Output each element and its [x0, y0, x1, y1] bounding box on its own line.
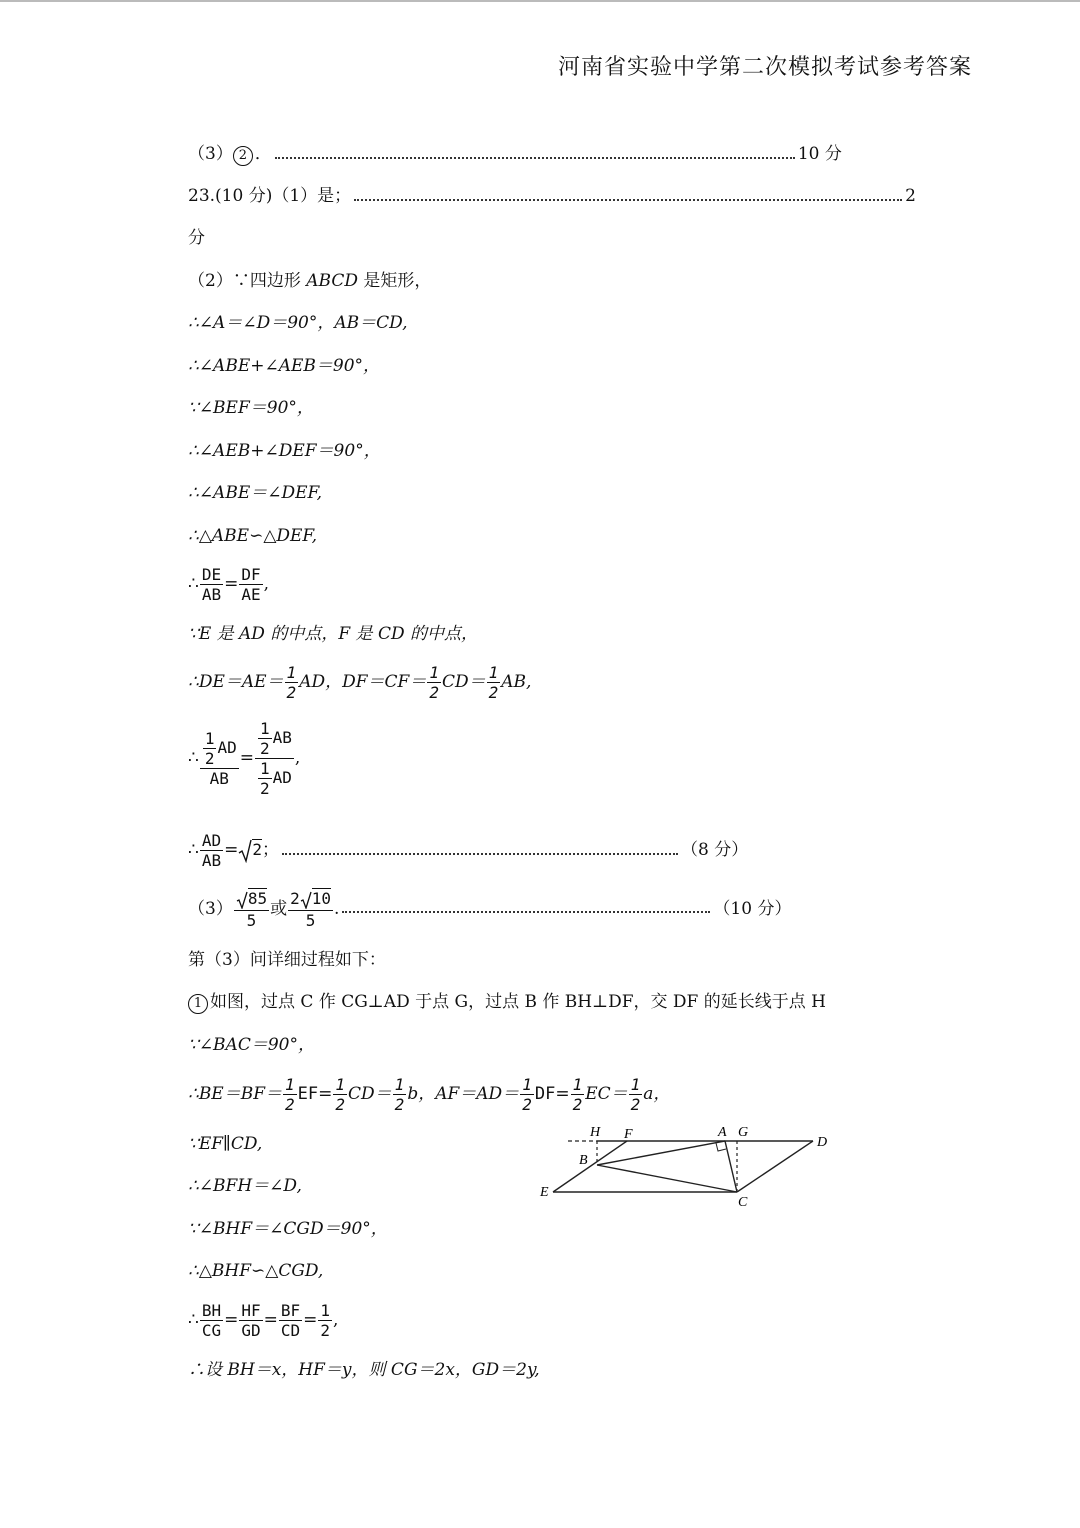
- circled-number: 2: [233, 146, 253, 166]
- fraction-sqrt10: $\frac{2 10}{5}$: [290, 889, 331, 930]
- fraction: $\frac{AD}{AB}$: [201, 831, 222, 870]
- right-angle-mark: [716, 1143, 726, 1151]
- line-score-unit: 分: [188, 228, 205, 248]
- fraction: $\frac{DF}{AE}$: [241, 565, 261, 604]
- circled-number: 1: [188, 994, 208, 1014]
- line-let-variables: ∴设 BH＝x，HF＝y，则 CG＝2x，GD＝2y,: [188, 1360, 540, 1380]
- line-construction: 1 如图，过点 C 作 CG⊥AD 于点 G，过点 B 作 BH⊥DF，交 DF 的延长线于点 H: [188, 990, 826, 1014]
- fraction-half: $\frac{1}{2}$: [394, 1075, 405, 1114]
- line-midpoints: ∵E 是 AD 的中点，F 是 CD 的中点，: [188, 624, 478, 644]
- line-ratio-result: ∴ $\frac{AD}{AB}$ = 2； （8 分）: [188, 831, 749, 870]
- line-ef-parallel-cd: ∵EF∥CD,: [188, 1134, 263, 1154]
- line-bfh-d: ∴∠BFH＝∠D,: [188, 1176, 302, 1196]
- label-h: H: [590, 1125, 601, 1140]
- fraction-half: $\frac{1}{2}$: [335, 1075, 346, 1114]
- label-d: D: [817, 1135, 828, 1150]
- fraction: $\frac{BH}{CG}$: [201, 1301, 222, 1340]
- sqrt-icon: [236, 891, 248, 909]
- line-rectangle: （2）∵四边形 ABCD 是矩形，: [188, 271, 432, 291]
- line-segment-halves: ∴BE＝BF＝ $\frac{1}{2}$ EF= $\frac{1}{2}$ CD＝ $\frac{1}{2}$ b，AF＝AD＝ $\frac{1}{2}$ DF= $\frac{1}{2}$ EC＝ $\frac{1}{2}$ a，: [188, 1075, 671, 1114]
- fraction: $\frac{1}{2}$: [320, 1301, 331, 1340]
- sqrt-icon: [300, 891, 312, 909]
- compound-fraction-right: $\frac{1}{2}$ AB $\frac{1}{2}$ AD: [255, 720, 294, 797]
- top-border: [0, 0, 1080, 2]
- label-a: A: [718, 1125, 727, 1140]
- line-right-angles: ∵∠BHF＝∠CGD＝90°，: [188, 1219, 388, 1239]
- fraction-sqrt85: $\frac{85}{5}$: [234, 890, 269, 929]
- line-half-lengths: ∴DE＝AE＝ $\frac{1}{2}$ AD，DF＝CF＝ $\frac{1}{2}$ CD＝ $\frac{1}{2}$ AB,: [188, 663, 532, 702]
- fraction-half: $\frac{1}{2}$: [572, 1075, 583, 1114]
- label-f: F: [624, 1127, 633, 1142]
- line-sum-90a: ∴∠ABE+∠AEB＝90°，: [188, 356, 381, 376]
- line-part3-final: （3） $\frac{85}{5}$ 或 $\frac{2 10}{5}$ . （10 分）: [188, 889, 792, 930]
- line-q23-part1: 23.(10 分)（1）是； 2: [188, 186, 916, 206]
- geometry-figure: [535, 1122, 835, 1212]
- line-similar-triangles: ∴△ABE∽△DEF,: [188, 526, 317, 546]
- label-e: E: [540, 1185, 549, 1200]
- line-ac: [725, 1141, 737, 1192]
- line-bef-90: ∵∠BEF＝90°，: [188, 398, 314, 418]
- label-b: B: [579, 1153, 588, 1168]
- page-header-title: 河南省实验中学第二次模拟考试参考答案: [558, 55, 973, 80]
- fraction-half: $\frac{1}{2}$: [285, 1075, 295, 1114]
- line-angles-equal: ∴∠A＝∠D＝90°，AB＝CD,: [188, 313, 408, 333]
- fraction: $\frac{BF}{CD}$: [280, 1301, 301, 1340]
- fraction-half: $\frac{1}{2}$: [429, 663, 439, 702]
- line-ratio-de-df: ∴ $\frac{DE}{AB}$ = $\frac{DF}{AE}$ ,: [188, 565, 270, 604]
- line-similar-bhf-cgd: ∴△BHF∽△CGD,: [188, 1261, 324, 1281]
- fraction-half: $\frac{1}{2}$: [630, 1075, 641, 1114]
- fraction-half: $\frac{1}{2}$: [488, 663, 499, 702]
- line-bc: [597, 1165, 737, 1192]
- fraction: $\frac{DE}{AB}$: [201, 565, 222, 604]
- fraction-half: $\frac{1}{2}$: [522, 1075, 532, 1114]
- sqrt-icon: [238, 839, 252, 863]
- line-bac-90: ∵∠BAC＝90°，: [188, 1035, 315, 1055]
- line-part3-answer: （3） 2 ． 10 分: [188, 144, 842, 164]
- line-cd: [737, 1141, 813, 1192]
- fraction-half: $\frac{1}{2}$: [286, 663, 297, 702]
- line-ratio-half: ∴ $\frac{BH}{CG}$ = $\frac{HF}{GD}$ = $\frac{BF}{CD}$ = $\frac{1}{2}$ ,: [188, 1301, 339, 1340]
- label-c: C: [738, 1195, 748, 1210]
- line-detail-title: 第（3）问详细过程如下：: [188, 950, 386, 970]
- fraction: $\frac{HF}{GD}$: [241, 1301, 261, 1340]
- line-compound-ratio: ∴ $\frac{1}{2}$ AD AB = $\frac{1}{2}$ AB $\frac{1}{2}$ AD ,: [188, 719, 301, 798]
- line-abe-def: ∴∠ABE＝∠DEF,: [188, 483, 323, 503]
- compound-fraction-left: $\frac{1}{2}$ AD AB: [200, 730, 239, 787]
- label-g: G: [738, 1125, 749, 1140]
- line-ba: [597, 1141, 725, 1165]
- line-sum-90b: ∴∠AEB+∠DEF＝90°，: [188, 441, 381, 461]
- line-ef: [553, 1141, 627, 1192]
